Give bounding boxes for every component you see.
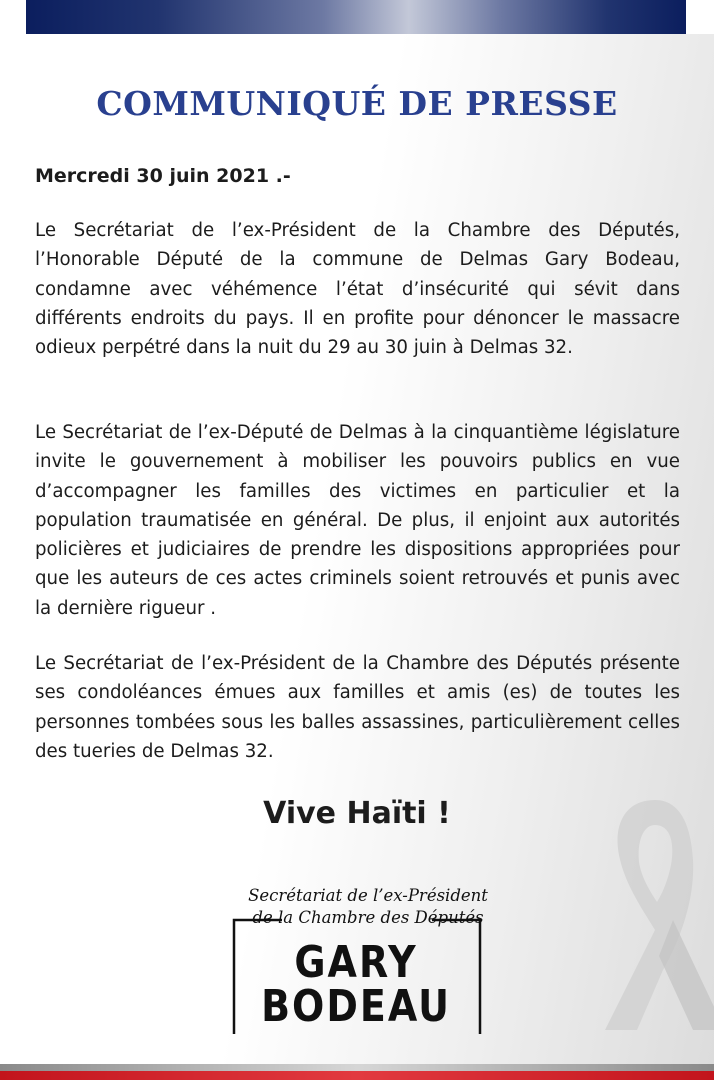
closing-slogan: Vive Haïti ! [263,796,451,831]
page-title: COMMUNIQUÉ DE PRESSE [96,84,618,123]
top-banner [0,0,714,34]
logo-line-1: Secrétariat de l’ex-Président [248,886,488,905]
bottom-banner [0,1064,714,1080]
paragraph-3: Le Secrétariat de l’ex-Président de la Chambre des Députés présente ses condoléances émues aux familles et amis (es) de toutes les personnes tombées sous les balles assassines, particulièrement celles des tueries de Delmas 32. [35,653,680,762]
top-banner-gradient [26,0,686,34]
paragraph-1: Le Secrétariat de l’ex-Président de la Chambre des Députés, l’Honorable Député de la commune de Delmas Gary Bodeau, condamne avec véhémence l’état d’insécurité qui sévit dans différents endroits du pays. Il en profite pour dénoncer le massacre odieux perpétré dans la nuit du 29 au 30 juin à Delmas 32. [35,220,680,359]
logo-line-2: de la Chambre des Députés [252,908,484,927]
bottom-banner-grey [0,1064,714,1071]
release-date: Mercredi 30 juin 2021 .- [35,165,291,187]
signature-logo [228,882,488,1038]
logo-last-name: BODEAU [261,980,451,1032]
paragraph-2: Le Secrétariat de l’ex-Député de Delmas à la cinquantième législature invite le gouvernement à mobiliser les pouvoirs publics en vue d’accompagner les familles des victimes en particulier et la population traumatisée en général. De plus, il enjoint aux autorités policières et judiciaires de prendre les dispositions appropriées pour que les auteurs de ces actes criminels soient retrouvés et punis avec la dernière rigueur . [35,422,680,619]
bottom-banner-red [0,1071,714,1080]
logo-first-name: GARY [294,936,418,988]
